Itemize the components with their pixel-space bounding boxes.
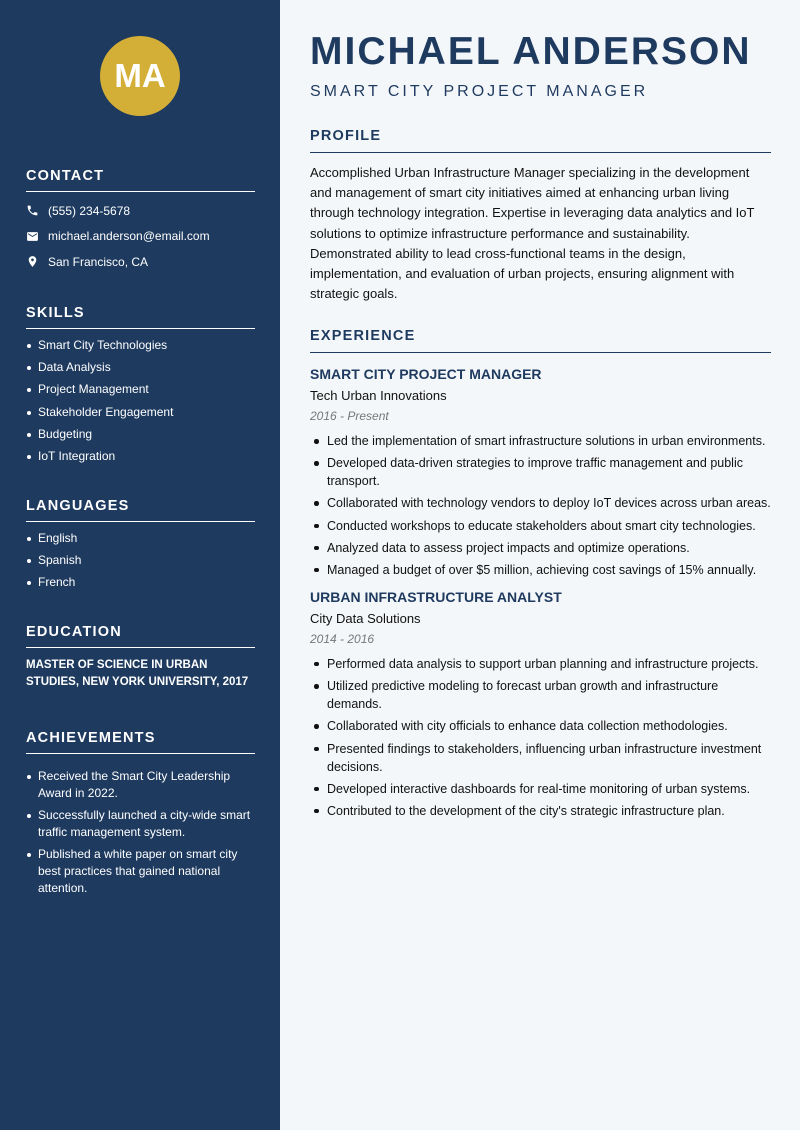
- location-text: San Francisco, CA: [48, 254, 149, 269]
- skill-item: Project Management: [26, 381, 255, 398]
- achievement-item: Successfully launched a city-wide smart traffic management system.: [26, 807, 255, 841]
- contact-phone: [26, 198, 255, 224]
- job-bullet: Led the implementation of smart infrastructure solutions in urban environments.: [310, 432, 771, 450]
- job-bullet: Collaborated with city officials to enhance data collection methodologies.: [310, 717, 771, 735]
- achievement-item: Received the Smart City Leadership Award in 2022.: [26, 768, 255, 802]
- profile-section: [310, 128, 771, 304]
- job-dates: 2016 - Present: [310, 409, 389, 423]
- job-bullet: Conducted workshops to educate stakeholders about smart city technologies.: [310, 517, 771, 535]
- job-title: SMART CITY PROJECT MANAGER: [310, 366, 542, 382]
- skill-item: IoT Integration: [26, 448, 255, 465]
- education-heading: EDUCATION: [26, 624, 255, 648]
- job-entry: [310, 589, 771, 820]
- job-entry: [310, 366, 771, 579]
- job-title: URBAN INFRASTRUCTURE ANALYST: [310, 588, 562, 605]
- education-section: [26, 624, 255, 691]
- avatar-initials: MA: [114, 57, 166, 94]
- contact-list: [26, 198, 255, 275]
- achievements-heading: ACHIEVEMENTS: [26, 730, 255, 754]
- job-bullets: [310, 655, 771, 820]
- job-company: City Data Solutions: [310, 610, 421, 626]
- profile-heading: PROFILE: [310, 128, 771, 153]
- skill-item: Data Analysis: [26, 359, 255, 376]
- email-text[interactable]: michael.anderson@email.com: [48, 229, 210, 244]
- job-bullet: Performed data analysis to support urban planning and infrastructure projects.: [310, 655, 771, 673]
- skill-item: Smart City Technologies: [26, 337, 255, 354]
- avatar: [100, 36, 180, 116]
- job-bullet: Developed interactive dashboards for real-time monitoring of urban systems.: [310, 780, 771, 798]
- job-bullet: Utilized predictive modeling to forecast urban growth and infrastructure demands.: [310, 677, 771, 713]
- job-bullet: Managed a budget of over $5 million, achieving cost savings of 15% annually.: [310, 561, 771, 579]
- language-item: English: [26, 530, 255, 547]
- job-bullets: [310, 432, 771, 579]
- candidate-title: SMART CITY PROJECT MANAGER: [310, 83, 649, 100]
- skill-item: Stakeholder Engagement: [26, 404, 255, 421]
- languages-list: [26, 530, 255, 591]
- skills-list: [26, 337, 255, 465]
- languages-heading: LANGUAGES: [26, 498, 255, 522]
- contact-section: [26, 168, 255, 275]
- languages-section: [26, 498, 255, 597]
- language-item: French: [26, 574, 255, 591]
- achievements-list: [26, 768, 255, 897]
- profile-text: Accomplished Urban Infrastructure Manager specializing in the development and management of smart city initiatives aimed at enhancing urban living through technology integration. Expertise in leveraging data analytics and IoT solutions to optimize infrastructure performance and sustainability. Demonstrated ability to lead cross-functional teams in the design, implementation, and evaluation of urban projects, ensuring alignment with strategic goals.: [310, 165, 755, 302]
- job-dates: 2014 - 2016: [310, 631, 375, 646]
- achievement-item: Published a white paper on smart city best practices that gained national attention.: [26, 846, 255, 897]
- email-icon: [26, 230, 39, 243]
- job-company: Tech Urban Innovations: [310, 388, 447, 403]
- phone-text: (555) 234-5678: [48, 203, 131, 218]
- language-item: Spanish: [26, 552, 255, 569]
- phone-icon: [26, 204, 39, 217]
- contact-email: [26, 224, 255, 250]
- job-bullet: Collaborated with technology vendors to deploy IoT devices across urban areas.: [310, 494, 771, 512]
- main-content: [280, 0, 800, 1130]
- candidate-name: MICHAEL ANDERSON: [310, 30, 752, 73]
- job-bullet: Contributed to the development of the city's strategic infrastructure plan.: [310, 802, 771, 820]
- experience-section: [310, 328, 771, 824]
- education-degree: MASTER OF SCIENCE IN URBAN STUDIES, NEW YORK UNIVERSITY, 2017: [26, 659, 249, 688]
- achievements-section: [26, 730, 255, 902]
- job-bullet: Analyzed data to assess project impacts and optimize operations.: [310, 539, 771, 557]
- contact-location: [26, 249, 255, 275]
- skill-item: Budgeting: [26, 426, 255, 443]
- skills-section: [26, 305, 255, 470]
- contact-heading: CONTACT: [26, 168, 255, 192]
- job-bullet: Presented findings to stakeholders, influencing urban infrastructure investment decisions.: [310, 740, 771, 776]
- experience-heading: EXPERIENCE: [310, 328, 771, 353]
- location-pin-icon: [26, 255, 39, 268]
- sidebar: [0, 0, 280, 1130]
- skills-heading: SKILLS: [26, 305, 255, 329]
- job-bullet: Developed data-driven strategies to improve traffic management and public transport.: [310, 454, 771, 490]
